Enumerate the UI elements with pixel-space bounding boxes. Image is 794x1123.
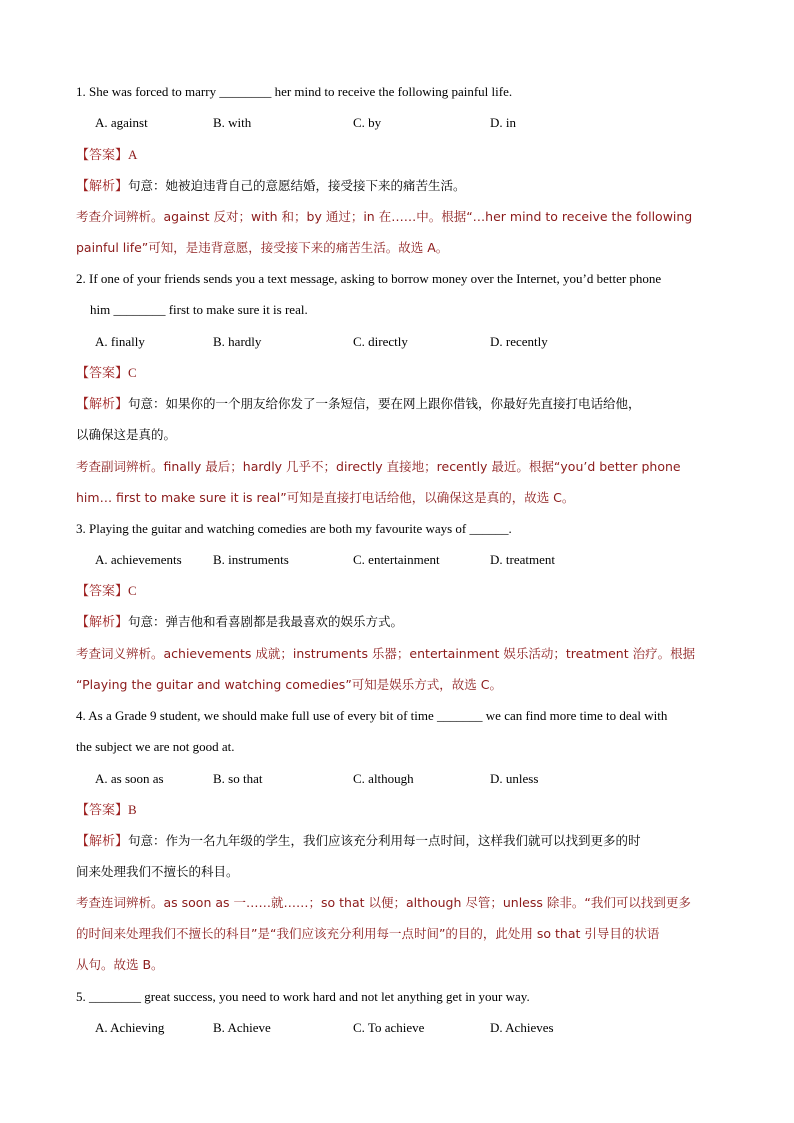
- analysis-label: 【解析】: [76, 397, 129, 412]
- q4-option-a: A. as soon as: [95, 771, 164, 786]
- q2-option-a: A. finally: [95, 334, 145, 349]
- q1-explain-line-2: painful life”可知，是违背意愿，接受接下来的痛苦生活。故选 A。: [76, 240, 449, 255]
- q4-explain-line-1: 考查连词辨析。as soon as 一……就……；so that 以便；although 尽管；unless 除非。“我们可以找到更多: [76, 895, 691, 910]
- analysis-text: 句意：弹吉他和看喜剧都是我最喜欢的娱乐方式。: [128, 614, 404, 629]
- q2-option-b: B. hardly: [213, 334, 262, 349]
- q3-option-d: D. treatment: [490, 552, 555, 567]
- analysis-text: 句意：作为一名九年级的学生，我们应该充分利用每一点时间，这样我们就可以找到更多的时: [128, 833, 641, 848]
- q4-explain-line-2: 的时间来处理我们不擅长的科目”是“我们应该充分利用每一点时间”的目的，此处用 so that 引导目的状语: [76, 926, 660, 941]
- answer-value: A: [128, 147, 138, 162]
- q5-option-c: C. To achieve: [353, 1020, 425, 1035]
- q4-stem: 4. As a Grade 9 student, we should make full use of every bit of time _______ we can find more time to deal with: [76, 708, 668, 723]
- q4-option-d: D. unless: [490, 771, 539, 786]
- q4-analysis-cont: 间来处理我们不擅长的科目。: [76, 864, 239, 879]
- q1-explain-line-1: 考查介词辨析。against 反对；with 和；by 通过；in 在……中。根据“…her mind to receive the following: [76, 209, 693, 224]
- q1-analysis: [76, 176, 466, 197]
- analysis-label: 【解析】: [76, 615, 129, 630]
- q4-option-c: C. although: [353, 771, 414, 786]
- q2-option-c: C. directly: [353, 334, 408, 349]
- q1-option-b: B. with: [213, 115, 252, 130]
- answer-value: C: [128, 365, 137, 380]
- q3-option-c: C. entertainment: [353, 552, 440, 567]
- q2-stem: 2. If one of your friends sends you a text message, asking to borrow money over the Internet, you’d better phone: [76, 271, 662, 286]
- analysis-text: 句意：她被迫违背自己的意愿结婚，接受接下来的痛苦生活。: [128, 178, 466, 193]
- q4-answer: [76, 800, 137, 821]
- q3-explain-line-2: “Playing the guitar and watching comedies”可知是娱乐方式，故选 C。: [76, 677, 503, 692]
- q1-option-c: C. by: [353, 115, 382, 130]
- q3-option-b: B. instruments: [213, 552, 289, 567]
- q2-analysis: [76, 394, 641, 415]
- q2-option-d: D. recently: [490, 334, 548, 349]
- answer-label: 【答案】: [76, 803, 129, 818]
- answer-value: C: [128, 583, 137, 598]
- answer-label: 【答案】: [76, 366, 129, 381]
- q2-stem-cont: him ________ first to make sure it is real.: [90, 302, 308, 317]
- analysis-label: 【解析】: [76, 834, 129, 849]
- answer-label: 【答案】: [76, 148, 129, 163]
- q5-option-a: A. Achieving: [95, 1020, 165, 1035]
- analysis-text: 句意：如果你的一个朋友给你发了一条短信，要在网上跟你借钱，你最好先直接打电话给他，: [128, 396, 641, 411]
- answer-label: 【答案】: [76, 584, 129, 599]
- analysis-label: 【解析】: [76, 179, 129, 194]
- q3-stem: 3. Playing the guitar and watching comedies are both my favourite ways of ______.: [76, 521, 512, 536]
- q4-stem-cont: the subject we are not good at.: [76, 739, 235, 754]
- q5-option-b: B. Achieve: [213, 1020, 271, 1035]
- q1-answer: [76, 145, 137, 166]
- q1-option-a: A. against: [95, 115, 148, 130]
- answer-value: B: [128, 802, 137, 817]
- q4-option-b: B. so that: [213, 771, 263, 786]
- q3-explain-line-1: 考查词义辨析。achievements 成就；instruments 乐器；entertainment 娱乐活动；treatment 治疗。根据: [76, 646, 696, 661]
- q2-explain-line-1: 考查副词辨析。finally 最后；hardly 几乎不；directly 直接地；recently 最近。根据“you’d better phone: [76, 459, 681, 474]
- q2-explain-line-2: him… first to make sure it is real”可知是直接打电话给他，以确保这是真的，故选 C。: [76, 490, 575, 505]
- q3-answer: [76, 581, 137, 602]
- q2-analysis-cont: 以确保这是真的。: [76, 427, 177, 442]
- q5-stem: 5. ________ great success, you need to work hard and not let anything get in your way.: [76, 989, 530, 1004]
- q1-option-d: D. in: [490, 115, 516, 130]
- q4-analysis: [76, 831, 641, 852]
- q3-analysis: [76, 612, 403, 633]
- q2-answer: [76, 363, 137, 384]
- q1-stem: 1. She was forced to marry ________ her mind to receive the following painful life.: [76, 84, 513, 99]
- q3-option-a: A. achievements: [95, 552, 182, 567]
- q5-option-d: D. Achieves: [490, 1020, 554, 1035]
- q4-explain-line-3: 从句。故选 B。: [76, 957, 164, 972]
